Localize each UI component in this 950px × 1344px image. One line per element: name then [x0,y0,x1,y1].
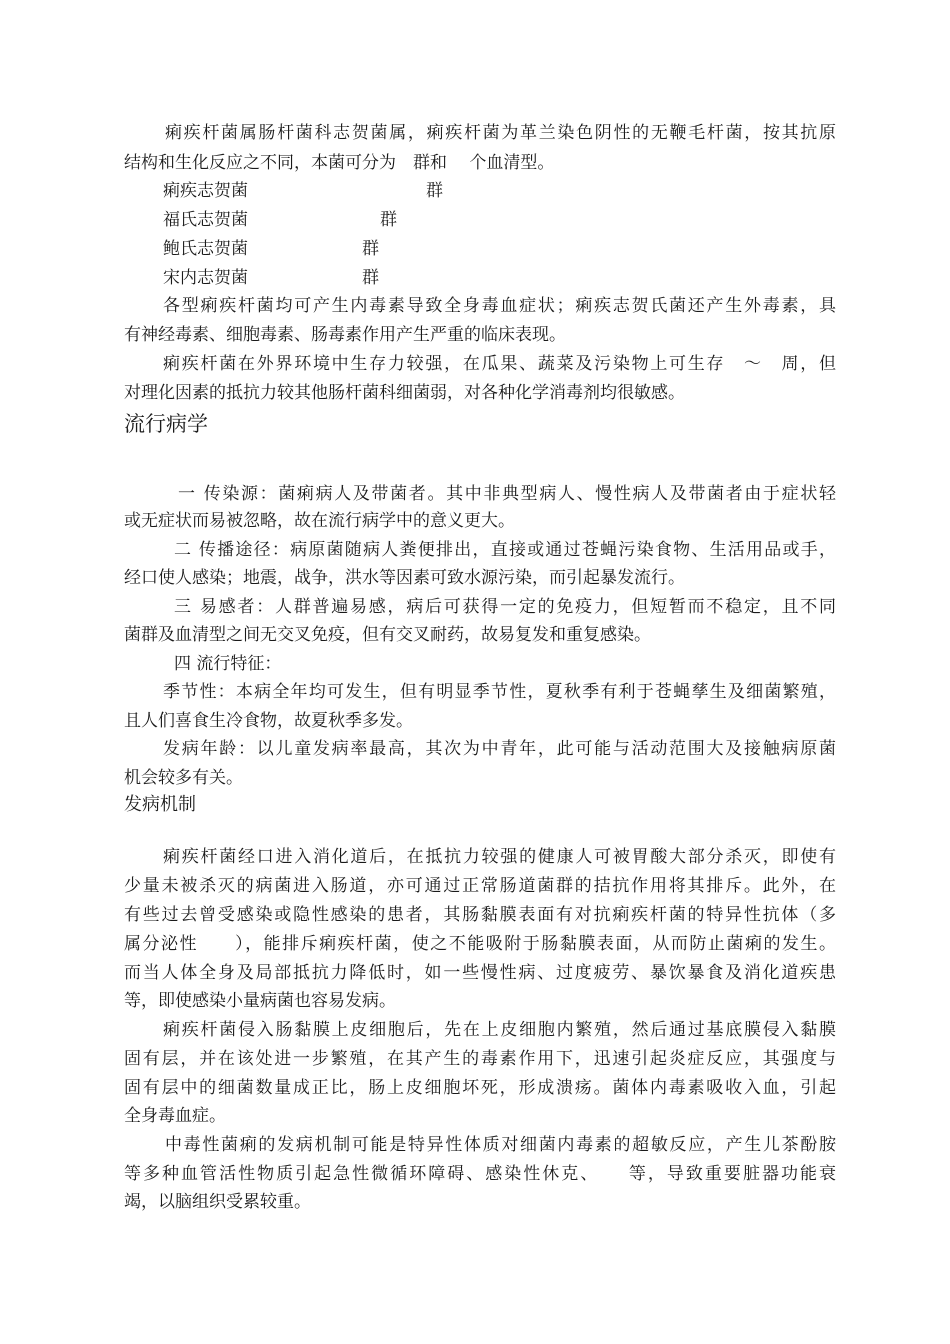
source-line-1: 一 传染源：菌痢病人及带菌者。其中非典型病人、慢性病人及带菌者由于症状轻 [178,484,836,504]
group-name: 福氏志贺菌 [163,210,248,230]
group-name: 宋内志贺菌 [163,268,248,288]
pathogenesis-p1-line: 等，即使感染小量病菌也容易发病。 [124,991,396,1011]
toxin-line-2: 有神经毒素、细胞毒素、肠毒素作用产生严重的临床表现。 [124,325,566,345]
age-line-2: 机会较多有关。 [124,768,243,788]
susceptible-line-2: 菌群及血清型之间无交叉免疫，但有交叉耐药，故易复发和重复感染。 [124,625,651,645]
intro-line-1: 痢疾杆菌属肠杆菌科志贺菌属，痢疾杆菌为革兰染色阴性的无鞭毛杆菌，按其抗原 [165,123,836,143]
route-line-1: 二 传播途径：病原菌随病人粪便排出，直接或通过苍蝇污染食物、生活用品或手， [174,540,836,560]
pathogenesis-p3-line: 竭，以脑组织受累较重。 [124,1192,311,1212]
group-name: 痢疾志贺菌 [163,181,248,201]
pathogenesis-p2-line: 痢疾杆菌侵入肠黏膜上皮细胞后，先在上皮细胞内繁殖，然后通过基底膜侵入黏膜 [163,1020,836,1040]
features-label: 四 流行特征： [174,654,282,674]
pathogenesis-p2-line: 固有层中的细菌数量成正比，肠上皮细胞坏死，形成溃疡。菌体内毒素吸收入血，引起 [124,1078,836,1098]
pathogenesis-p1-line: 少量未被杀灭的病菌进入肠道，亦可通过正常肠道菌群的拮抗作用将其排斥。此外，在 [124,876,836,896]
toxin-line-1: 各型痢疾杆菌均可产生内毒素导致全身毒血症状；痢疾志贺氏菌还产生外毒素，具 [163,296,836,316]
pathogenesis-p1-line: 而当人体全身及局部抵抗力降低时，如一些慢性病、过度疲劳、暴饮暴食及消化道疾患 [124,963,836,983]
route-line-2: 经口使人感染；地震，战争，洪水等因素可致水源污染，而引起暴发流行。 [124,568,685,588]
pathogenesis-p1-line: 有些过去曾受感染或隐性感染的患者，其肠黏膜表面有对抗痢疾杆菌的特异性抗体（多 [124,905,836,925]
season-line-2: 且人们喜食生冷食物，故夏秋季多发。 [124,711,413,731]
pathogenesis-p1-line: 痢疾杆菌经口进入消化道后，在抵抗力较强的健康人可被胃酸大部分杀灭，即使有 [163,847,836,867]
pathogenesis-p3-line: 等多种血管活性物质引起急性微循环障碍、感染性休克、 等，导致重要脏器功能衰 [124,1164,836,1184]
survival-line-2: 对理化因素的抵抗力较其他肠杆菌科细菌弱，对各种化学消毒剂均很敏感。 [124,383,685,403]
group-suffix: 群 [380,210,397,230]
pathogenesis-p2-line: 全身毒血症。 [124,1106,226,1126]
group-suffix: 群 [426,181,443,201]
pathogenesis-p1-line: 属分泌性 ），能排斥痢疾杆菌，使之不能吸附于肠黏膜表面，从而防止菌痢的发生。 [124,934,836,954]
pathogenesis-p2-line: 固有层，并在该处进一步繁殖，在其产生的毒素作用下，迅速引起炎症反应，其强度与 [124,1049,836,1069]
group-name: 鲍氏志贺菌 [163,239,248,259]
section-heading-epidemiology: 流行病学 [124,412,208,436]
source-line-2: 或无症状而易被忽略，故在流行病学中的意义更大。 [124,511,515,531]
age-line-1: 发病年龄：以儿童发病率最高，其次为中青年，此可能与活动范围大及接触病原菌 [163,739,836,759]
survival-line-1: 痢疾杆菌在外界环境中生存力较强，在瓜果、蔬菜及污染物上可生存 ～ 周，但 [163,354,836,374]
season-line-1: 季节性：本病全年均可发生，但有明显季节性，夏秋季有利于苍蝇孳生及细菌繁殖， [163,682,836,702]
group-suffix: 群 [362,239,379,259]
susceptible-line-1: 三 易感者：人群普遍易感，病后可获得一定的免疫力，但短暂而不稳定，且不同 [174,597,836,617]
pathogenesis-p3-line: 中毒性菌痢的发病机制可能是特异性体质对细菌内毒素的超敏反应，产生儿茶酚胺 [165,1135,836,1155]
group-suffix: 群 [362,268,379,288]
intro-line-2: 结构和生化反应之不同，本菌可分为 群和 个血清型。 [124,153,555,173]
section-heading-pathogenesis: 发病机制 [124,794,196,815]
